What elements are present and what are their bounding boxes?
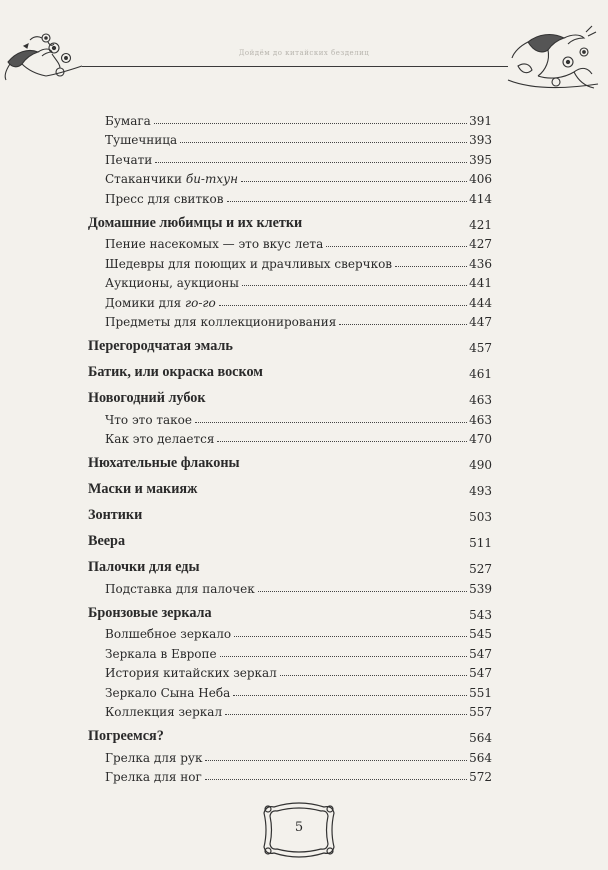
dot-leader [195, 422, 467, 423]
toc-entry-title: Новогодний лубок [88, 390, 206, 406]
dot-leader [180, 142, 467, 143]
toc-entry-title: Аукционы, аукционы [105, 276, 239, 290]
toc-page-number: 441 [469, 276, 492, 290]
toc-page-number: 447 [469, 315, 492, 329]
dot-leader [233, 695, 467, 696]
bird-and-scroll-icon [498, 22, 606, 96]
toc-entry-title: Бумага [105, 113, 151, 128]
toc-entry-title: Домашние любимцы и их клетки [88, 214, 303, 231]
toc-section-entry [88, 700, 492, 720]
toc-page-number: 436 [469, 256, 492, 271]
toc-page-number: 527 [469, 562, 492, 576]
toc-section-entry [88, 622, 492, 642]
toc-entry-title: Шедевры для поющих и драчливых сверчков [105, 256, 393, 271]
header-rule [82, 66, 508, 67]
toc-chapter-entry [88, 211, 492, 232]
dot-leader [205, 779, 467, 780]
toc-page-number: 551 [469, 685, 492, 700]
toc-entry-title: Волшебное зеркало [105, 627, 232, 641]
toc-entry-title: Грелка для ног [105, 770, 202, 784]
toc-page-number: 470 [469, 432, 492, 446]
toc-page-number: 493 [469, 484, 492, 498]
toc-page-number: 545 [469, 627, 492, 641]
toc-section-entry [88, 680, 492, 700]
toc-page-number: 511 [469, 536, 492, 550]
toc-page-number: 572 [469, 770, 492, 784]
toc-entry-title: История китайских зеркал [105, 666, 277, 680]
toc-entry-title: Зонтики [88, 507, 143, 523]
dot-leader [219, 305, 467, 306]
toc-entry-title: Нюхательные флаконы [88, 455, 240, 471]
toc-entry-title: Погреемся? [88, 728, 164, 744]
toc-chapter-entry [88, 360, 492, 381]
toc-page-number: 395 [469, 152, 492, 167]
dot-leader [234, 636, 467, 637]
toc-page-number: 503 [469, 510, 492, 524]
toc-section-entry [88, 186, 492, 206]
toc-chapter-entry [88, 477, 492, 498]
toc-section-entry [88, 745, 492, 765]
toc-section-entry [88, 407, 492, 427]
toc-page-number: 427 [469, 237, 492, 251]
toc-chapter-entry [88, 451, 492, 472]
toc-chapter-entry [88, 334, 492, 355]
toc-entry-title: Что это такое [105, 412, 192, 427]
toc-entry-title: Бронзовые зеркала [88, 604, 212, 621]
toc-page-number: 547 [469, 666, 492, 680]
toc-section-entry [88, 271, 492, 291]
toc-section-entry [88, 108, 492, 128]
toc-page-number: 393 [469, 133, 492, 147]
toc-page-number: 457 [469, 341, 492, 355]
toc-page-number: 463 [469, 412, 492, 427]
toc-section-entry [88, 251, 492, 271]
running-head: Дойдём до китайских безделиц [238, 49, 370, 57]
toc-section-entry [88, 167, 492, 187]
toc-entry-title: Батик, или окраска воском [88, 364, 263, 380]
dot-leader [154, 123, 467, 124]
toc-page-number: 463 [469, 393, 492, 407]
toc-entry-title: Перегородчатая эмаль [88, 338, 233, 354]
toc-section-entry [88, 427, 492, 447]
toc-chapter-entry [88, 529, 492, 550]
toc-page-number: 539 [469, 581, 492, 596]
toc-entry-title-italic: би-тхун [185, 172, 238, 186]
dot-leader [280, 675, 467, 676]
dot-leader [220, 656, 467, 657]
dot-leader [242, 285, 467, 286]
dot-leader [227, 201, 468, 202]
toc-page-number: 406 [469, 172, 492, 186]
toc-page-number: 547 [469, 646, 492, 661]
toc-page-number: 414 [469, 191, 492, 206]
toc-entry-title: Веера [88, 533, 126, 549]
toc-page-number: 557 [469, 705, 492, 719]
toc-entry-title: Коллекция зеркал [105, 705, 223, 719]
toc-section-entry [88, 128, 492, 148]
toc-section-entry [88, 232, 492, 252]
toc-chapter-entry [88, 601, 492, 622]
toc-section-entry [88, 576, 492, 596]
toc-entry-title: Как это делается [105, 432, 215, 446]
toc-chapter-entry [88, 555, 492, 576]
toc-entry-title: Печати [105, 152, 153, 167]
toc-entry-title: Подставка для палочек [105, 581, 255, 596]
toc-section-entry [88, 765, 492, 785]
toc-entry-title: Палочки для еды [88, 559, 200, 575]
toc-entry-title-plain: Стаканчики [105, 172, 186, 186]
dot-leader [339, 324, 467, 325]
toc-entry-title: Зеркало Сына Неба [105, 685, 231, 700]
toc-entry-title: Зеркала в Европе [105, 646, 217, 661]
toc-section-entry [88, 147, 492, 167]
toc-chapter-entry [88, 724, 492, 745]
dot-leader [395, 266, 467, 267]
toc-section-entry [88, 290, 492, 310]
toc-section-entry [88, 661, 492, 681]
toc-entry-title: Пресс для свитков [105, 191, 224, 206]
toc-page-number: 461 [469, 367, 492, 381]
toc-chapter-entry [88, 503, 492, 524]
dot-leader [326, 246, 467, 247]
toc-page-number: 490 [469, 458, 492, 472]
toc-page-number: 564 [469, 731, 492, 745]
dot-leader [258, 591, 467, 592]
toc-entry-title [105, 296, 216, 310]
toc-page-number: 444 [469, 295, 492, 310]
toc-entry-title-italic: го-го [185, 295, 216, 310]
toc-section-entry [88, 641, 492, 661]
toc-entry-title [105, 172, 238, 186]
toc-page-number: 543 [469, 607, 492, 622]
dot-leader [155, 162, 467, 163]
dot-leader [241, 181, 467, 182]
toc-page-number: 421 [469, 217, 492, 232]
toc-entry-title: Пение насекомых — это вкус лета [105, 237, 324, 251]
toc-page-number: 391 [469, 113, 492, 128]
page-number: 5 [294, 820, 304, 835]
toc-entry-title: Предметы для коллекционирования [105, 315, 337, 329]
table-of-contents [88, 108, 492, 784]
toc-section-entry [88, 310, 492, 330]
toc-page-number: 564 [469, 750, 492, 765]
toc-entry-title: Грелка для рук [105, 750, 203, 765]
toc-chapter-entry [88, 386, 492, 407]
dot-leader [225, 714, 467, 715]
toc-entry-title-plain: Домики для [105, 295, 186, 310]
dot-leader [205, 760, 467, 761]
toc-entry-title: Тушечница [105, 133, 178, 147]
dot-leader [217, 441, 467, 442]
toc-entry-title: Маски и макияж [88, 481, 198, 497]
